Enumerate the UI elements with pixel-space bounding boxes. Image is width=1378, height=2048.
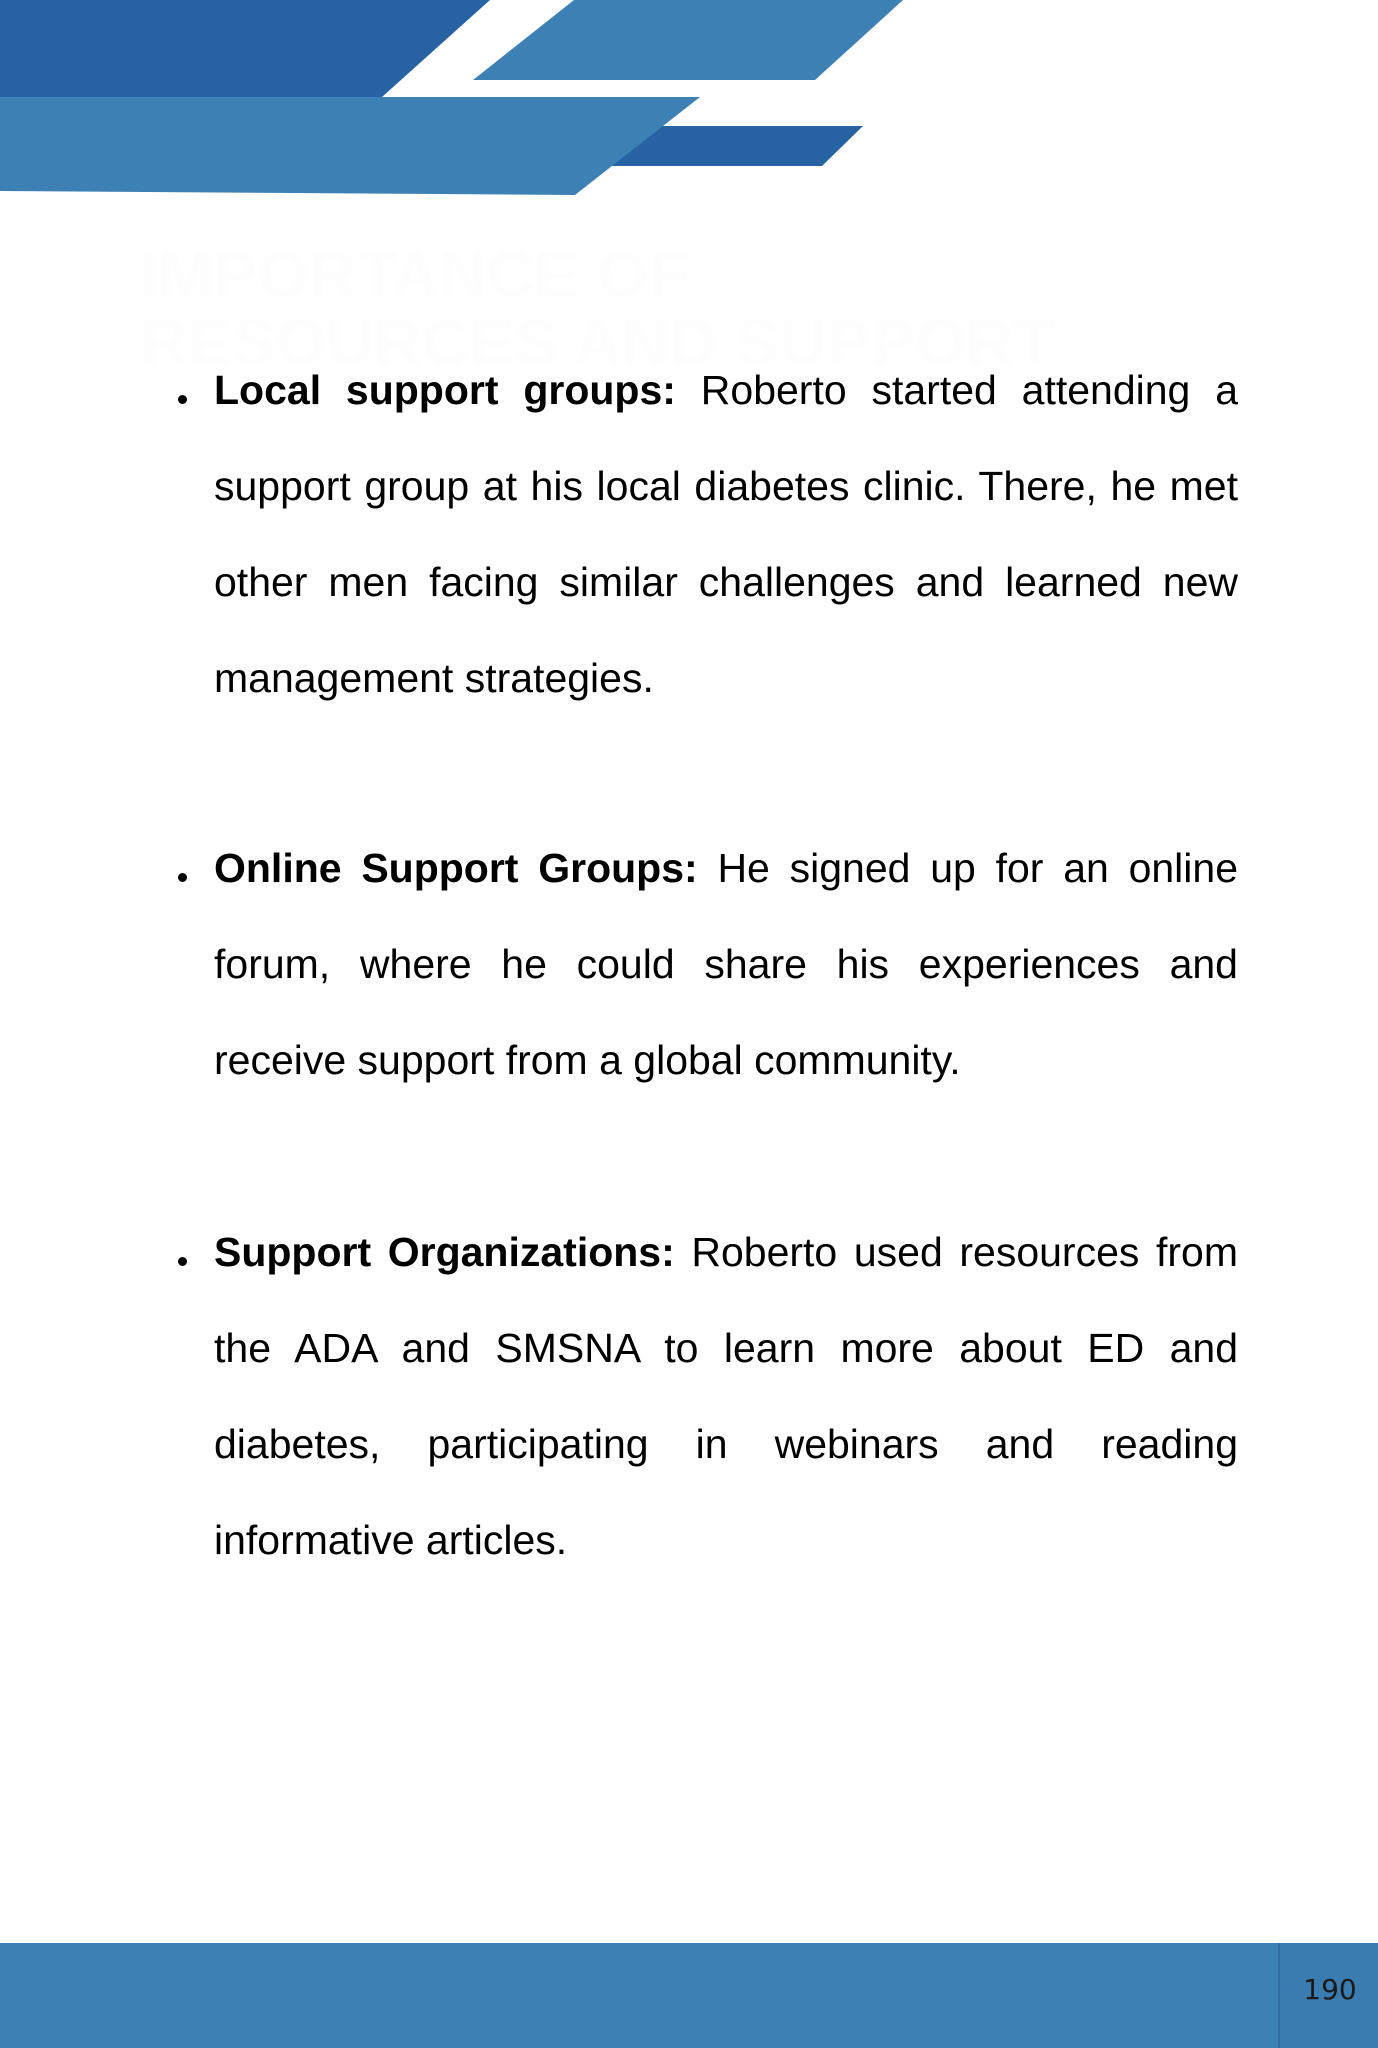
bullet-heading: Local support groups: (214, 367, 676, 413)
bullet-body: Roberto used resources from the ADA and SMSNA to learn more about ED and diabetes, participating in webinars and reading informative articles. (214, 1229, 1238, 1563)
page-number: 190 (1303, 1973, 1357, 2006)
bullet-text (214, 342, 1238, 726)
header-decoration (0, 0, 1378, 210)
bullet-heading: Support Organizations: (214, 1229, 675, 1275)
bullet-body: Roberto started attending a support group at his local diabetes clinic. There, he met other men facing similar challenges and learned new management strategies. (214, 367, 1238, 701)
bullet-body: He signed up for an online forum, where he could share his experiences and receive support from a global community. (214, 845, 1238, 1083)
bullet-text (214, 1204, 1238, 1588)
page-number-box (1278, 1943, 1378, 2048)
bullet-text (214, 820, 1238, 1108)
bullet-dot (178, 873, 187, 882)
footer-bar (0, 1943, 1378, 2048)
bullet-dot (178, 1257, 187, 1266)
section-title-line-1: IMPORTANCE OF (140, 237, 689, 311)
section-title-line-2: RESOURCES AND SUPPORT (140, 305, 1055, 379)
header-band-mid-top (473, 0, 903, 80)
bullet-dot (178, 395, 187, 404)
bullet-heading: Online Support Groups: (214, 845, 698, 891)
header-band-mid-lower (0, 97, 700, 195)
header-band-dark-top (0, 0, 490, 97)
